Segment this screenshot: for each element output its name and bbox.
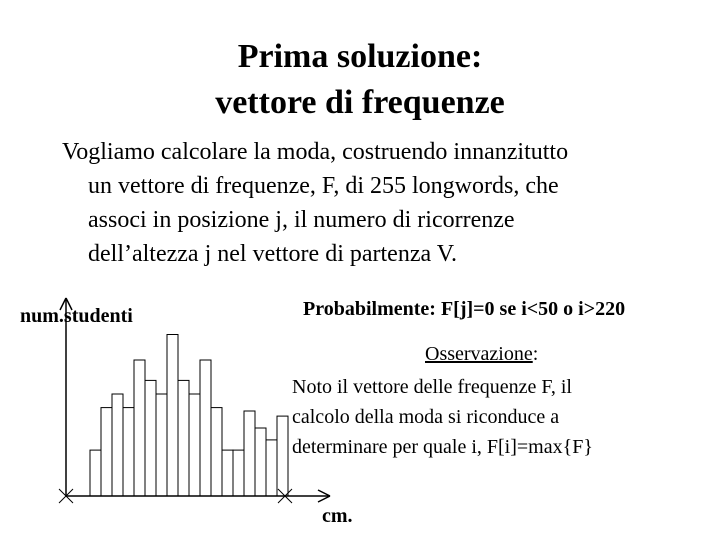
histogram-bar [266,440,277,496]
histogram-bar [156,394,167,496]
intro-line-1: Vogliamo calcolare la moda, costruendo innanzitutto [62,139,569,165]
histogram-bar [123,408,134,496]
y-axis-label: num.studenti [20,305,133,327]
histogram-bar [189,394,200,496]
x-axis-arrowhead-bottom [318,496,330,502]
osservazione-body [292,372,593,462]
histogram-bar [134,360,145,496]
intro-line-4: dell’altezza j nel vettore di partenza V. [88,241,457,267]
probabilmente-note: Probabilmente: F[j]=0 se i<50 o i>220 [303,298,626,320]
intro-line-2: un vettore di frequenze, F, di 255 longwords, che [88,173,559,199]
histogram-bar [145,380,156,496]
histogram-bar [277,416,288,496]
osservazione-line-1: Noto il vettore delle frequenze F, il [292,376,572,398]
histogram-bar [178,380,189,496]
osservazione-line-2: calcolo della moda si riconduce a [292,406,560,428]
histogram-bar [233,450,244,496]
histogram-bar [200,360,211,496]
histogram-bar [112,394,123,496]
histogram-bar [90,450,101,496]
histogram-bar [222,450,233,496]
osservazione-colon: : [532,343,539,365]
x-axis-arrowhead-top [318,490,330,496]
histogram-bars [90,335,288,497]
slide-title-line-1: Prima soluzione: [237,38,483,75]
osservazione-heading-text: Osservazione [425,343,533,365]
histogram-bar [211,408,222,496]
osservazione-heading [425,343,538,366]
histogram-bar [101,408,112,496]
intro-line-3: associ in posizione j, il numero di ricorrenze [88,207,515,233]
x-axis-label: cm. [322,505,353,527]
histogram-bar [167,335,178,497]
slide-title-line-2: vettore di frequenze [215,84,505,121]
histogram-bar [244,411,255,496]
histogram-bar [255,428,266,496]
osservazione-line-3: determinare per quale i, F[i]=max{F} [292,436,593,458]
